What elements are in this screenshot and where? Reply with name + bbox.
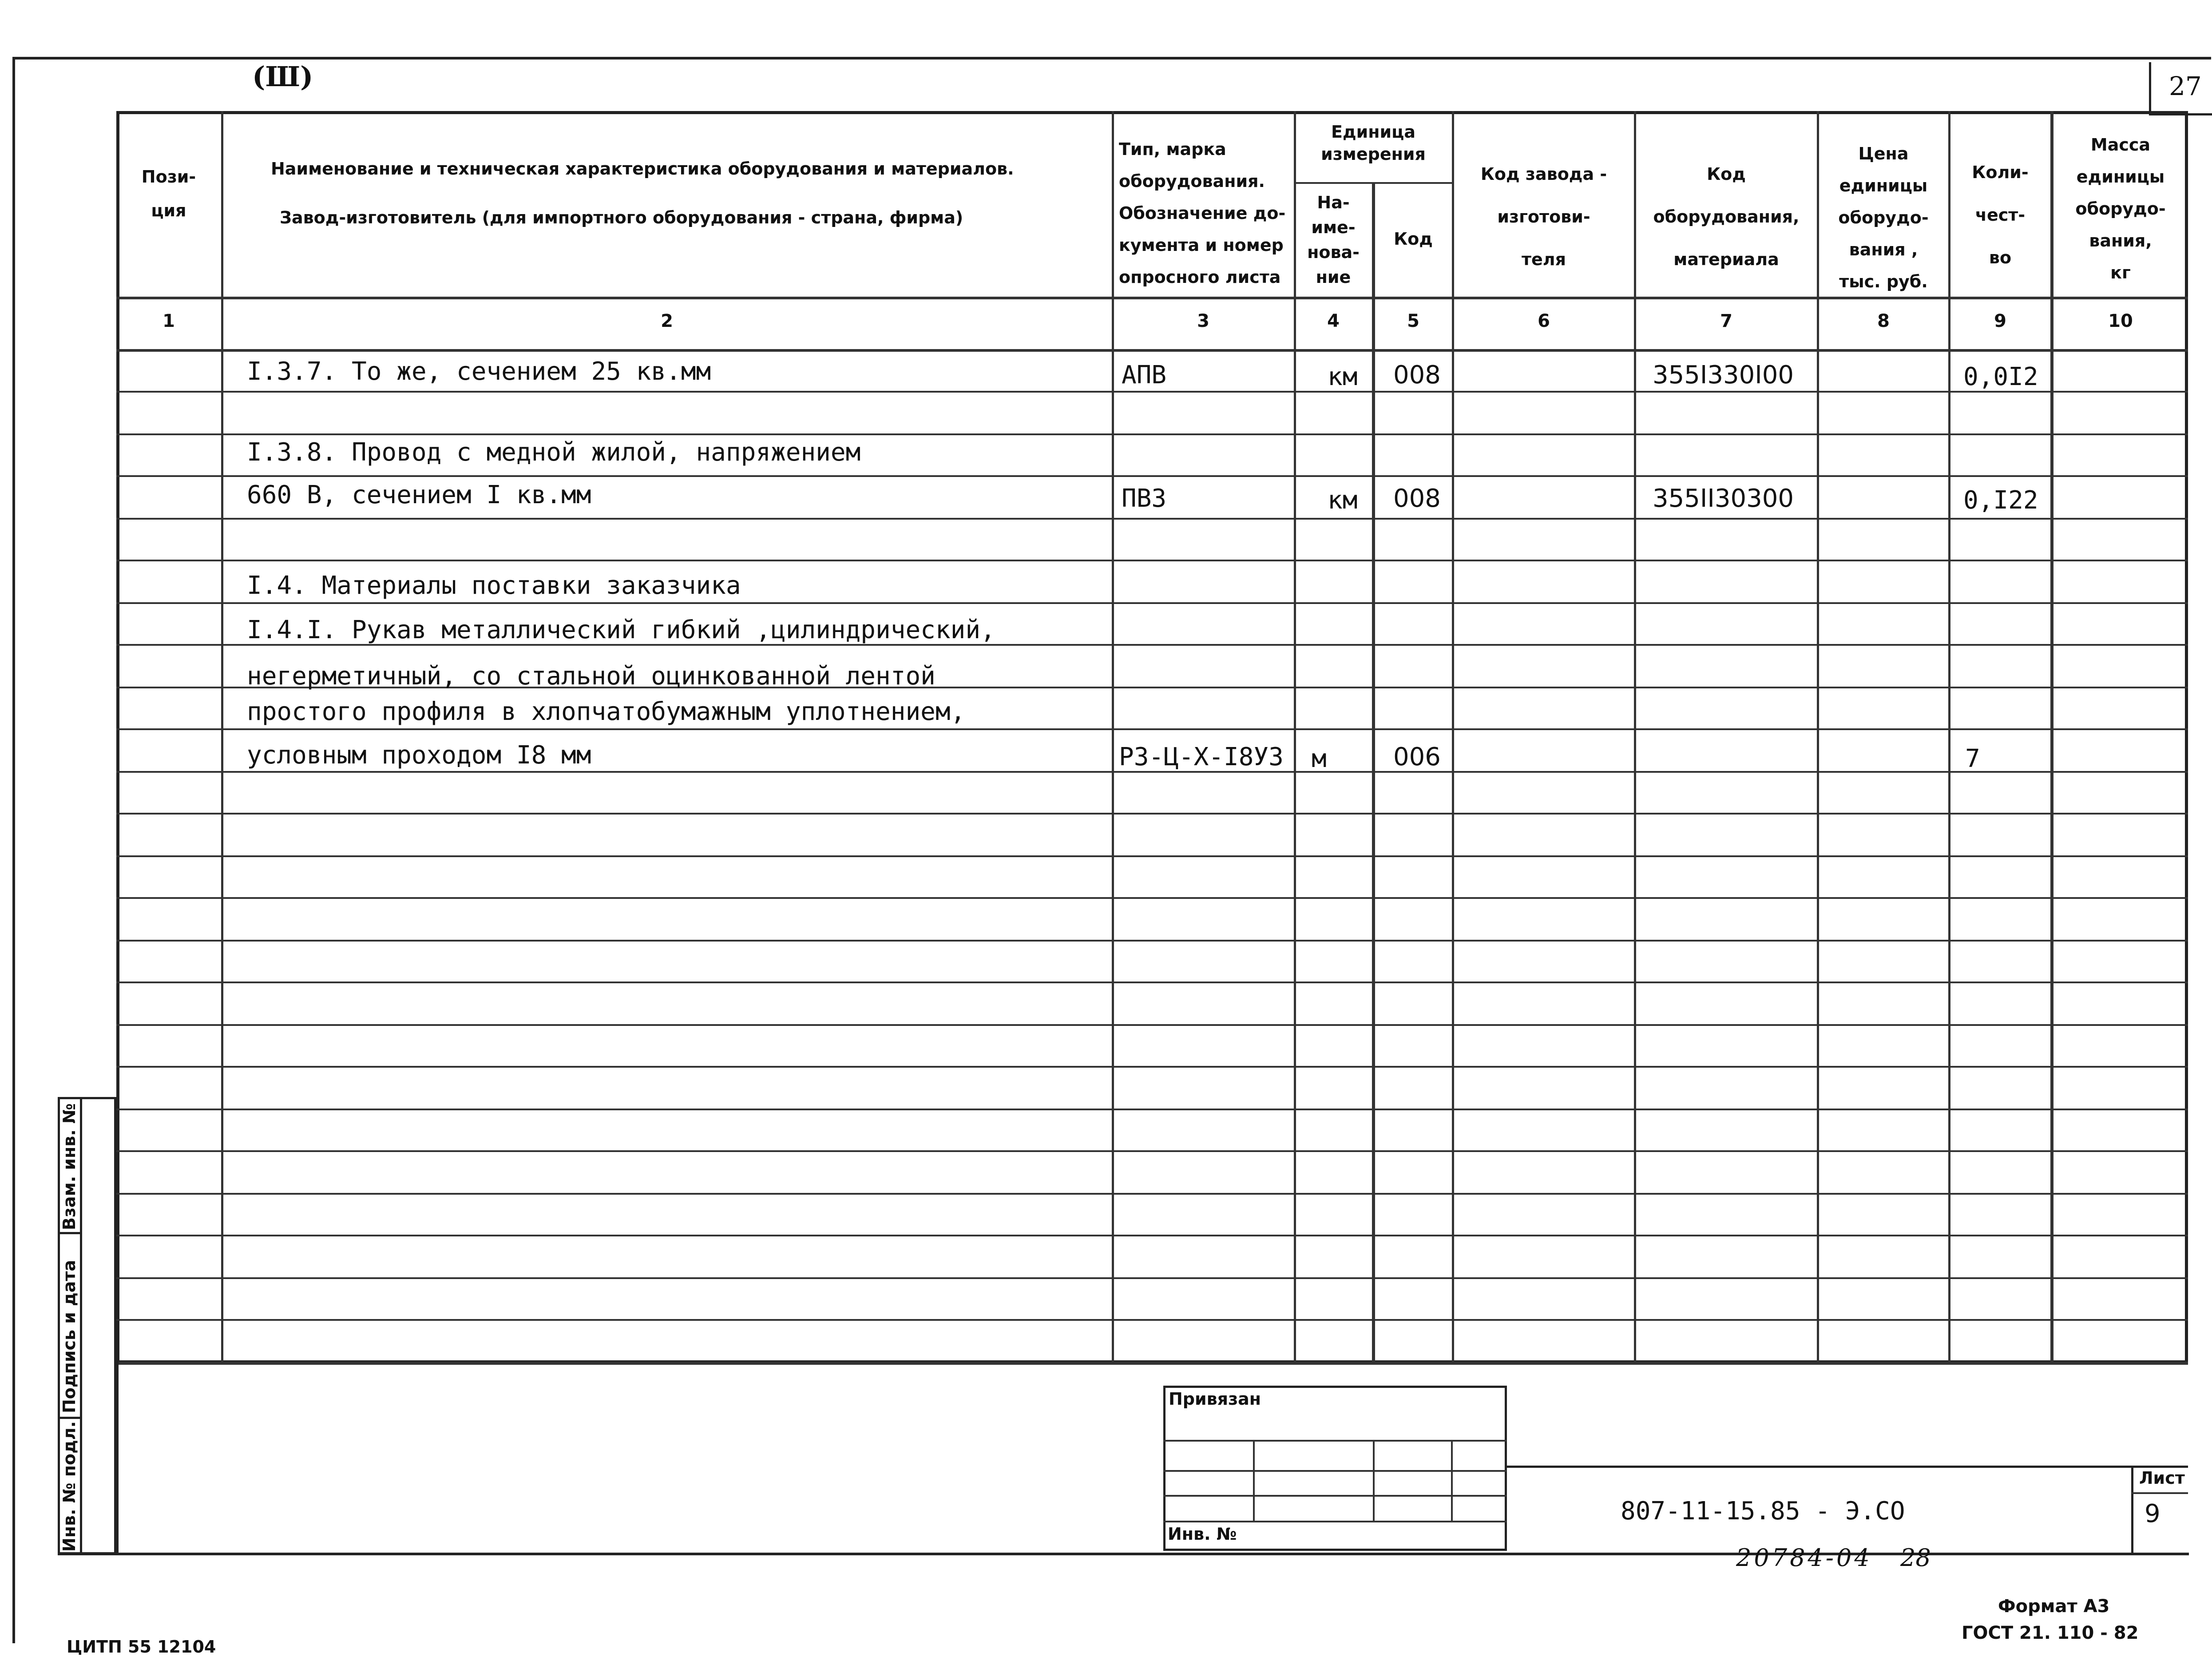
side-label-inv: Инв. № подл.: [59, 1421, 79, 1552]
col-line: [1372, 182, 1375, 1363]
row-line: [116, 813, 2188, 815]
row-line: [116, 433, 2188, 435]
header-plant-code: Код завода - изготови- теля: [1480, 164, 1607, 269]
colnum-4: 4: [1327, 311, 1340, 331]
row-line: [116, 391, 2188, 393]
colnum-2: 2: [661, 311, 673, 331]
row-7-name: простого профиля в хлопчатобумажным уплотнением,: [247, 697, 966, 726]
list-box-line: [2131, 1492, 2188, 1494]
side-stamp-divider: [80, 1097, 82, 1554]
row-5-name: I.4.I. Рукав металлический гибкий ,цилиндрический,: [247, 616, 995, 644]
row-8-type: РЗ-Ц-Х-I8УЗ: [1119, 743, 1284, 771]
colnum-8: 8: [1877, 311, 1890, 331]
row-1-unit: км: [1328, 362, 1358, 391]
table-bottom-line: [116, 1362, 2188, 1365]
row-line: [116, 1193, 2188, 1195]
colnum-9: 9: [1994, 311, 2006, 331]
colnum-1: 1: [163, 311, 175, 331]
bottom-frame-line: [116, 1362, 119, 1554]
side-label-vzam: Взам. инв. №: [59, 1103, 79, 1230]
row-line: [116, 982, 2188, 983]
list-value: 9: [2145, 1499, 2160, 1528]
printer-label: ЦИТП 55 12104: [67, 1637, 216, 1655]
row-line: [116, 1319, 2188, 1321]
colnum-7: 7: [1720, 311, 1732, 331]
header-position: Пози- ция: [141, 167, 196, 220]
row-1-mat-code: 355I330I00: [1653, 361, 1794, 389]
handwritten-number: 20784-04: [1736, 1544, 1872, 1572]
format-label: Формат А3: [1998, 1596, 2110, 1617]
row-8-code: 006: [1393, 743, 1441, 771]
inv-no-label: Инв. №: [1168, 1524, 1237, 1544]
privyazan-vline: [1253, 1440, 1255, 1521]
row-6-name: негерметичный, со стальной оцинкованной лентой: [247, 662, 936, 691]
row-3-qty: 0,I22: [1963, 486, 2038, 515]
row-1-code: 008: [1393, 361, 1441, 389]
colnum-6: 6: [1538, 311, 1550, 331]
row-3-unit: км: [1328, 486, 1358, 515]
header-mass: Масса единицы оборудо- вания, кг: [2075, 135, 2166, 282]
colnum-3: 3: [1197, 311, 1209, 331]
privyazan-vline: [1451, 1440, 1453, 1521]
header-price: Цена единицы оборудо- вания , тыс. руб.: [1838, 144, 1929, 291]
section-mark: (Ш): [252, 60, 313, 93]
header-type: Тип, марка оборудования. Обозначение до- кумента и номер опросного листа: [1119, 139, 1286, 287]
side-label-podpis: Подпись и дата: [59, 1260, 79, 1413]
row-line: [116, 855, 2188, 857]
header-unit-name: На- име- нова- ние: [1307, 193, 1360, 287]
page-number: 27: [2169, 71, 2202, 101]
colnum-5: 5: [1407, 311, 1419, 331]
row-line: [116, 1024, 2188, 1026]
privyazan-line: [1163, 1470, 1507, 1472]
list-label: Лист: [2139, 1468, 2185, 1488]
row-8-unit: м: [1312, 744, 1327, 773]
header-material-code: Код оборудования, материала: [1653, 164, 1800, 269]
row-3-mat-code: 355II30300: [1653, 484, 1794, 513]
row-line: [116, 475, 2188, 477]
row-1-name: I.3.7. То же, сечением 25 кв.мм: [247, 357, 711, 386]
row-2-name: I.3.8. Провод с медной жилой, напряжением: [247, 438, 861, 467]
privyazan-line: [1163, 1440, 1507, 1442]
row-4-name: I.4. Материалы поставки заказчика: [247, 571, 741, 600]
header-unit-code: Код: [1394, 229, 1433, 249]
header-name: Наименование и техническая характеристика оборудования и материалов. Завод-изготовитель (для импортного оборудования - страна, фирма): [271, 159, 1014, 227]
row-8-qty: 7: [1965, 744, 1980, 773]
handwritten-number-2: 28: [1900, 1544, 1931, 1572]
row-line: [116, 897, 2188, 899]
row-3-code: 008: [1393, 484, 1441, 513]
row-line: [116, 560, 2188, 561]
row-line: [116, 728, 2188, 730]
row-line: [116, 940, 2188, 942]
row-3-name: 660 В, сечением I кв.мм: [247, 481, 591, 509]
row-line: [116, 1277, 2188, 1279]
row-line: [116, 1235, 2188, 1236]
privyazan-vline: [1373, 1440, 1375, 1521]
title-block-line: [1507, 1466, 2188, 1468]
row-line: [116, 1150, 2188, 1152]
gost-label: ГОСТ 21. 110 - 82: [1962, 1623, 2139, 1643]
privyazan-line: [1163, 1521, 1507, 1522]
header-quantity: Коли- чест- во: [1972, 163, 2029, 267]
doc-code: 807-11-15.85 - Э.СО: [1621, 1497, 1905, 1526]
row-8-name: условным проходом I8 мм: [247, 741, 591, 770]
row-line: [116, 1109, 2188, 1110]
row-line: [116, 602, 2188, 604]
row-1-qty: 0,0I2: [1963, 362, 2038, 391]
side-stamp-line: [58, 1232, 80, 1234]
colnum-10: 10: [2108, 311, 2133, 331]
row-line: [116, 518, 2188, 520]
privyazan-line: [1163, 1495, 1507, 1497]
colnum-bottom-line: [116, 349, 2188, 352]
row-1-type: АПВ: [1122, 361, 1167, 389]
side-stamp-line: [58, 1417, 80, 1419]
row-line: [116, 1066, 2188, 1068]
row-3-type: ПВЗ: [1122, 484, 1167, 513]
unit-group-line: [1294, 182, 1452, 184]
privyazan-label: Привязан: [1169, 1389, 1261, 1409]
header-unit-group: Единица измерения: [1321, 122, 1426, 164]
